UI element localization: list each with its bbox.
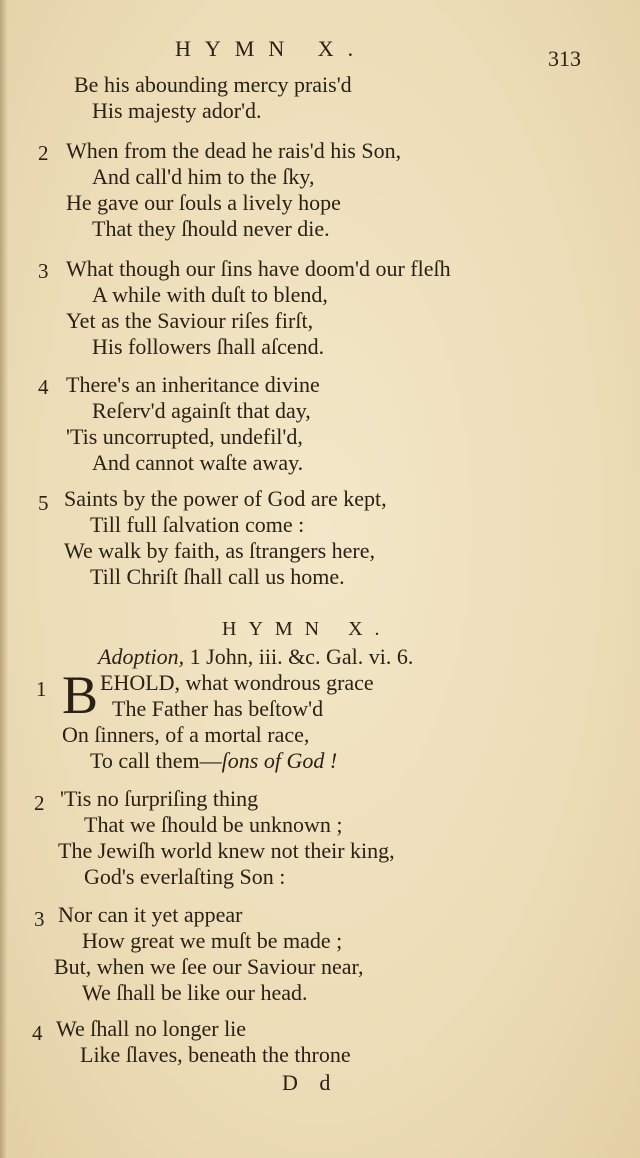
verse-line: A while with duſt to blend,	[92, 282, 328, 307]
verse-line: Reſerv'd againſt that day,	[92, 398, 311, 423]
stanza-number: 5	[38, 491, 49, 515]
verse-line: And cannot waſte away.	[92, 450, 304, 475]
stanza-number: 1	[36, 677, 47, 701]
verse-line: We ſhall no longer lie	[56, 1016, 247, 1041]
verse-line: The Jewiſh world knew not their king,	[58, 838, 395, 863]
verse-line: 'Tis no ſurpriſing thing	[60, 786, 259, 811]
verse-line: There's an inheritance divine	[66, 372, 320, 397]
hymn-subject: Adoption,	[98, 644, 185, 669]
verse-line: His majesty ador'd.	[92, 98, 262, 123]
verse-line: The Father has beſtow'd	[112, 696, 324, 721]
stanza-number: 3	[38, 259, 49, 283]
verse-line: Be his abounding mercy prais'd	[74, 72, 352, 97]
stanza-number: 4	[32, 1021, 43, 1045]
verse-line: Till Chriſt ſhall call us home.	[90, 564, 345, 589]
verse-line: God's everlaſting Son :	[84, 864, 286, 889]
stanza-number: 2	[34, 791, 45, 815]
verse-line: That we ſhould be unknown ;	[84, 812, 343, 837]
verse-line: 'Tis uncorrupted, undefil'd,	[66, 424, 303, 449]
verse-line: And call'd him to the ſky,	[92, 164, 315, 189]
verse-line: He gave our ſouls a lively hope	[66, 190, 341, 215]
verse-line: On ſinners, of a mortal race,	[62, 722, 310, 747]
verse-line: Till full ſalvation come :	[90, 512, 305, 537]
verse-line: When from the dead he rais'd his Son,	[66, 138, 402, 163]
verse-line: What though our ſins have doom'd our fleſh	[66, 256, 451, 281]
verse-line: But, when we ſee our Saviour near,	[54, 954, 364, 979]
page-number: 313	[548, 46, 581, 71]
verse-line	[90, 748, 337, 774]
hymn-title: HYMN X.	[222, 618, 392, 640]
verse-line: We ſhall be like our head.	[82, 980, 308, 1005]
verse-line: EHOLD, what wondrous grace	[100, 670, 374, 695]
scripture-reference: 1 John, iii. &c. Gal. vi. 6.	[189, 644, 414, 669]
verse-line: How great we muſt be made ;	[82, 928, 343, 953]
page-edge	[0, 0, 8, 1158]
stanza-number: 3	[34, 907, 45, 931]
verse-line: Like ſlaves, beneath the throne	[80, 1042, 351, 1067]
hymn-subtitle	[98, 644, 413, 670]
signature-mark: D d	[282, 1070, 339, 1095]
verse-line: We walk by faith, as ſtrangers here,	[64, 538, 375, 563]
stanza-number: 2	[38, 141, 49, 165]
running-title: HYMN X.	[175, 36, 368, 61]
verse-line: His followers ſhall aſcend.	[92, 334, 325, 359]
verse-emphasis: ſons of God !	[221, 748, 338, 773]
verse-line: Saints by the power of God are kept,	[64, 486, 387, 511]
stanza-number: 4	[38, 375, 49, 399]
drop-capital: B	[62, 665, 99, 725]
verse-line: That they ſhould never die.	[92, 216, 330, 241]
verse-line: Yet as the Saviour riſes firſt,	[66, 308, 314, 333]
verse-line: Nor can it yet appear	[58, 902, 243, 927]
verse-text: To call them—	[90, 748, 222, 773]
